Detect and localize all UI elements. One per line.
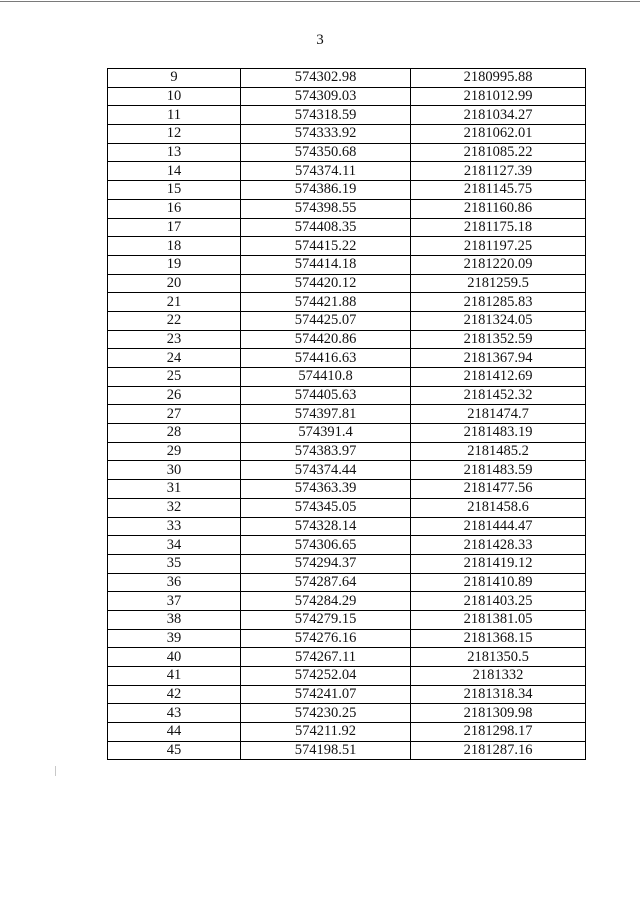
point-number-cell: 19 [108, 255, 241, 274]
point-number-cell: 30 [108, 461, 241, 480]
x-coordinate-cell: 574398.55 [241, 199, 411, 218]
table-row [108, 368, 586, 387]
y-coordinate-cell: 2181412.69 [411, 368, 586, 387]
table-row [108, 106, 586, 125]
point-number-cell: 34 [108, 536, 241, 555]
table-row [108, 573, 586, 592]
x-coordinate-cell: 574328.14 [241, 517, 411, 536]
table-row [108, 442, 586, 461]
y-coordinate-cell: 2181175.18 [411, 218, 586, 237]
y-coordinate-cell: 2181220.09 [411, 255, 586, 274]
table-row [108, 143, 586, 162]
table-row [108, 125, 586, 144]
y-coordinate-cell: 2181483.19 [411, 424, 586, 443]
point-number-cell: 35 [108, 554, 241, 573]
top-border-line [0, 1, 640, 2]
x-coordinate-cell: 574333.92 [241, 125, 411, 144]
table-row [108, 199, 586, 218]
point-number-cell: 33 [108, 517, 241, 536]
y-coordinate-cell: 2181259.5 [411, 274, 586, 293]
y-coordinate-cell: 2181483.59 [411, 461, 586, 480]
coordinates-table-body [108, 69, 586, 760]
scan-mark [55, 766, 56, 776]
table-row [108, 517, 586, 536]
point-number-cell: 21 [108, 293, 241, 312]
x-coordinate-cell: 574211.92 [241, 723, 411, 742]
table-row [108, 181, 586, 200]
table-row [108, 218, 586, 237]
x-coordinate-cell: 574309.03 [241, 87, 411, 106]
point-number-cell: 22 [108, 311, 241, 330]
point-number-cell: 40 [108, 648, 241, 667]
table-row [108, 723, 586, 742]
table-row [108, 293, 586, 312]
y-coordinate-cell: 2181062.01 [411, 125, 586, 144]
y-coordinate-cell: 2181368.15 [411, 629, 586, 648]
x-coordinate-cell: 574318.59 [241, 106, 411, 125]
y-coordinate-cell: 2181474.7 [411, 405, 586, 424]
table-row [108, 741, 586, 760]
x-coordinate-cell: 574414.18 [241, 255, 411, 274]
table-row [108, 554, 586, 573]
y-coordinate-cell: 2181428.33 [411, 536, 586, 555]
point-number-cell: 41 [108, 667, 241, 686]
x-coordinate-cell: 574374.11 [241, 162, 411, 181]
table-row [108, 704, 586, 723]
point-number-cell: 37 [108, 592, 241, 611]
y-coordinate-cell: 2181085.22 [411, 143, 586, 162]
table-row [108, 536, 586, 555]
point-number-cell: 29 [108, 442, 241, 461]
point-number-cell: 12 [108, 125, 241, 144]
y-coordinate-cell: 2181145.75 [411, 181, 586, 200]
table-row [108, 424, 586, 443]
x-coordinate-cell: 574408.35 [241, 218, 411, 237]
table-row [108, 386, 586, 405]
point-number-cell: 17 [108, 218, 241, 237]
point-number-cell: 23 [108, 330, 241, 349]
x-coordinate-cell: 574287.64 [241, 573, 411, 592]
x-coordinate-cell: 574421.88 [241, 293, 411, 312]
y-coordinate-cell: 2181410.89 [411, 573, 586, 592]
x-coordinate-cell: 574267.11 [241, 648, 411, 667]
table-row [108, 685, 586, 704]
y-coordinate-cell: 2181403.25 [411, 592, 586, 611]
table-row [108, 162, 586, 181]
x-coordinate-cell: 574284.29 [241, 592, 411, 611]
x-coordinate-cell: 574241.07 [241, 685, 411, 704]
y-coordinate-cell: 2181332 [411, 667, 586, 686]
table-row [108, 69, 586, 88]
point-number-cell: 15 [108, 181, 241, 200]
point-number-cell: 27 [108, 405, 241, 424]
x-coordinate-cell: 574420.12 [241, 274, 411, 293]
point-number-cell: 36 [108, 573, 241, 592]
y-coordinate-cell: 2181318.34 [411, 685, 586, 704]
y-coordinate-cell: 2181298.17 [411, 723, 586, 742]
table-row [108, 255, 586, 274]
x-coordinate-cell: 574345.05 [241, 498, 411, 517]
x-coordinate-cell: 574279.15 [241, 610, 411, 629]
y-coordinate-cell: 2181485.2 [411, 442, 586, 461]
y-coordinate-cell: 2181285.83 [411, 293, 586, 312]
x-coordinate-cell: 574383.97 [241, 442, 411, 461]
point-number-cell: 14 [108, 162, 241, 181]
point-number-cell: 43 [108, 704, 241, 723]
point-number-cell: 9 [108, 69, 241, 88]
table-row [108, 87, 586, 106]
x-coordinate-cell: 574276.16 [241, 629, 411, 648]
y-coordinate-cell: 2181034.27 [411, 106, 586, 125]
table-row [108, 405, 586, 424]
point-number-cell: 42 [108, 685, 241, 704]
table-row [108, 498, 586, 517]
table-row [108, 629, 586, 648]
table-row [108, 311, 586, 330]
y-coordinate-cell: 2181197.25 [411, 237, 586, 256]
y-coordinate-cell: 2181452.32 [411, 386, 586, 405]
point-number-cell: 20 [108, 274, 241, 293]
x-coordinate-cell: 574425.07 [241, 311, 411, 330]
table-row [108, 274, 586, 293]
point-number-cell: 38 [108, 610, 241, 629]
y-coordinate-cell: 2181477.56 [411, 480, 586, 499]
x-coordinate-cell: 574420.86 [241, 330, 411, 349]
point-number-cell: 45 [108, 741, 241, 760]
y-coordinate-cell: 2181287.16 [411, 741, 586, 760]
table-row [108, 349, 586, 368]
point-number-cell: 10 [108, 87, 241, 106]
y-coordinate-cell: 2181127.39 [411, 162, 586, 181]
table-row [108, 237, 586, 256]
point-number-cell: 28 [108, 424, 241, 443]
point-number-cell: 24 [108, 349, 241, 368]
x-coordinate-cell: 574306.65 [241, 536, 411, 555]
y-coordinate-cell: 2181012.99 [411, 87, 586, 106]
x-coordinate-cell: 574230.25 [241, 704, 411, 723]
table-row [108, 330, 586, 349]
point-number-cell: 32 [108, 498, 241, 517]
page-number: 3 [316, 32, 324, 48]
x-coordinate-cell: 574198.51 [241, 741, 411, 760]
point-number-cell: 39 [108, 629, 241, 648]
table-row [108, 667, 586, 686]
x-coordinate-cell: 574252.04 [241, 667, 411, 686]
y-coordinate-cell: 2181350.5 [411, 648, 586, 667]
coordinates-table [107, 68, 586, 760]
point-number-cell: 31 [108, 480, 241, 499]
table-row [108, 461, 586, 480]
point-number-cell: 13 [108, 143, 241, 162]
x-coordinate-cell: 574374.44 [241, 461, 411, 480]
y-coordinate-cell: 2181419.12 [411, 554, 586, 573]
x-coordinate-cell: 574294.37 [241, 554, 411, 573]
y-coordinate-cell: 2181309.98 [411, 704, 586, 723]
y-coordinate-cell: 2181444.47 [411, 517, 586, 536]
x-coordinate-cell: 574350.68 [241, 143, 411, 162]
x-coordinate-cell: 574386.19 [241, 181, 411, 200]
x-coordinate-cell: 574410.8 [241, 368, 411, 387]
x-coordinate-cell: 574302.98 [241, 69, 411, 88]
x-coordinate-cell: 574415.22 [241, 237, 411, 256]
table-row [108, 610, 586, 629]
y-coordinate-cell: 2181352.59 [411, 330, 586, 349]
y-coordinate-cell: 2181367.94 [411, 349, 586, 368]
y-coordinate-cell: 2181324.05 [411, 311, 586, 330]
y-coordinate-cell: 2180995.88 [411, 69, 586, 88]
point-number-cell: 26 [108, 386, 241, 405]
x-coordinate-cell: 574391.4 [241, 424, 411, 443]
point-number-cell: 11 [108, 106, 241, 125]
x-coordinate-cell: 574405.63 [241, 386, 411, 405]
table-row [108, 648, 586, 667]
table-row [108, 592, 586, 611]
x-coordinate-cell: 574397.81 [241, 405, 411, 424]
x-coordinate-cell: 574416.63 [241, 349, 411, 368]
y-coordinate-cell: 2181381.05 [411, 610, 586, 629]
y-coordinate-cell: 2181458.6 [411, 498, 586, 517]
x-coordinate-cell: 574363.39 [241, 480, 411, 499]
point-number-cell: 16 [108, 199, 241, 218]
point-number-cell: 25 [108, 368, 241, 387]
point-number-cell: 44 [108, 723, 241, 742]
table-row [108, 480, 586, 499]
point-number-cell: 18 [108, 237, 241, 256]
y-coordinate-cell: 2181160.86 [411, 199, 586, 218]
